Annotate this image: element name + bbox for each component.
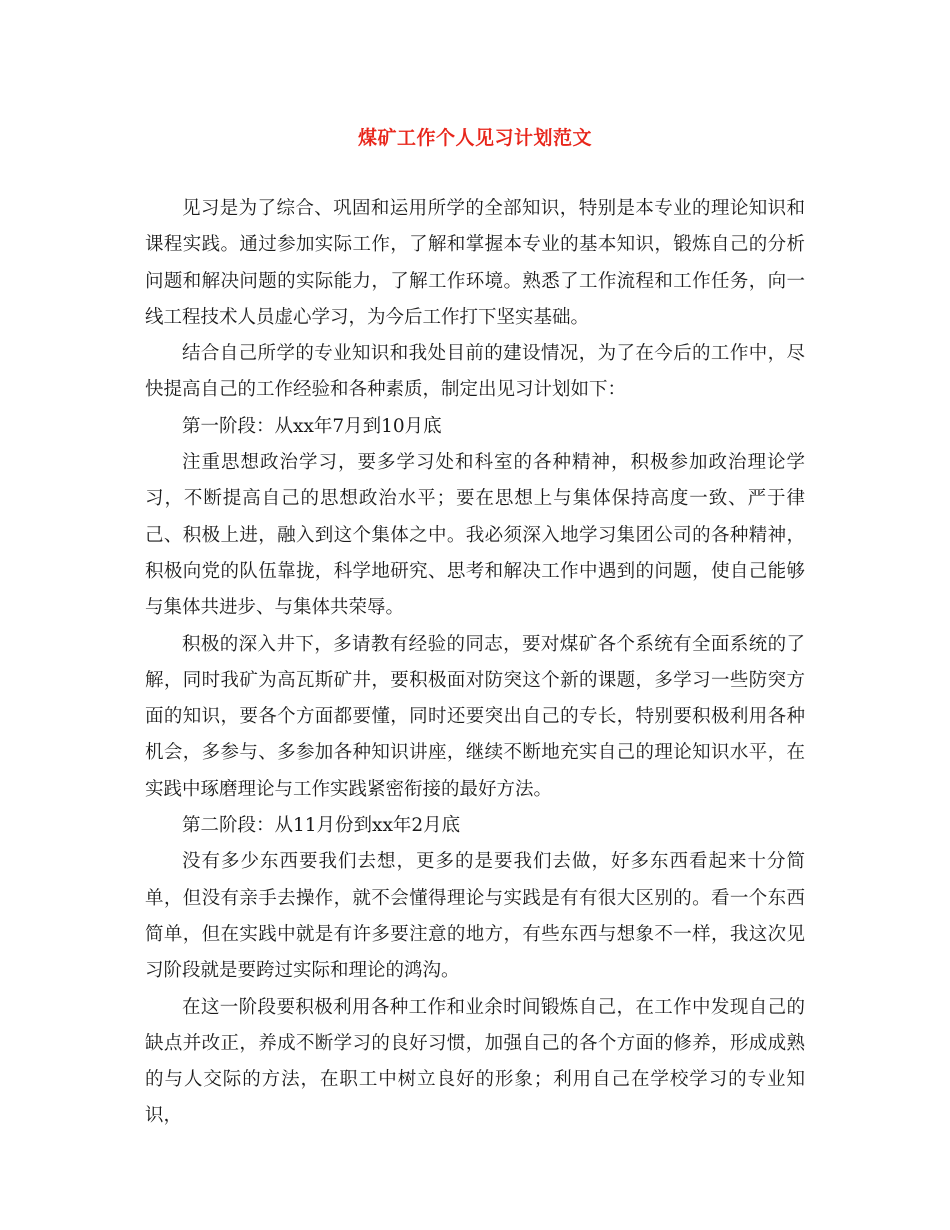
paragraph-plan-intro: 结合自己所学的专业知识和我处目前的建设情况，为了在今后的工作中，尽快提高自己的工作经验和各种素质，制定出见习计划如下：: [145, 343, 805, 401]
paragraph-underground-study: 积极的深入井下，多请教有经验的同志，要对煤矿各个系统有全面系统的了解，同时我矿为高瓦斯矿井，要积极面对防突这个新的课题，多学习一些防突方面的知识，要各个方面都要懂，同时还要突出自己的专长，特别要积极利用各种机会，多参与、多参加各种知识讲座，继续不断地充实自己的理论知识水平，在实践中琢磨理论与工作实践紧密衔接的最好方法。: [145, 633, 805, 800]
stage-two-heading: 第二阶段：从11月份到xx年2月底: [182, 815, 461, 837]
paragraph-political-study: 注重思想政治学习，要多学习处和科室的各种精神，积极参加政治理论学习，不断提高自己的思想政治水平；要在思想上与集体保持高度一致、严于律己、积极上进，融入到这个集体之中。我必须深入地学习集团公司的各种精神，积极向党的队伍靠拢，科学地研究、思考和解决工作中遇到的问题，使自己能够与集体共进步、与集体共荣辱。: [145, 452, 805, 619]
paragraph-self-improvement: 在这一阶段要积极利用各种工作和业余时间锻炼自己，在工作中发现自己的缺点并改正，养成不断学习的良好习惯，加强自己的各个方面的修养，形成成熟的与人交际的方法，在职工中树立良好的形象；利用自己在学校学习的专业知识，: [145, 996, 805, 1127]
paragraph-practice: 没有多少东西要我们去想，更多的是要我们去做，好多东西看起来十分简单，但没有亲手去操作，就不会懂得理论与实践是有有很大区别的。看一个东西简单，但在实践中就是有许多要注意的地方，有些东西与想象不一样，我这次见习阶段就是要跨过实际和理论的鸿沟。: [145, 851, 805, 982]
document-title: 煤矿工作个人见习计划范文: [357, 127, 592, 149]
stage-one-heading: 第一阶段：从xx年7月到10月底: [182, 415, 442, 437]
document-body: [145, 191, 805, 1135]
paragraph-intro: 见习是为了综合、巩固和运用所学的全部知识，特别是本专业的理论知识和课程实践。通过参加实际工作，了解和掌握本专业的基本知识，锻炼自己的分析问题和解决问题的实际能力，了解工作环境。熟悉了工作流程和工作任务，向一线工程技术人员虚心学习，为今后工作打下坚实基础。: [145, 198, 805, 328]
